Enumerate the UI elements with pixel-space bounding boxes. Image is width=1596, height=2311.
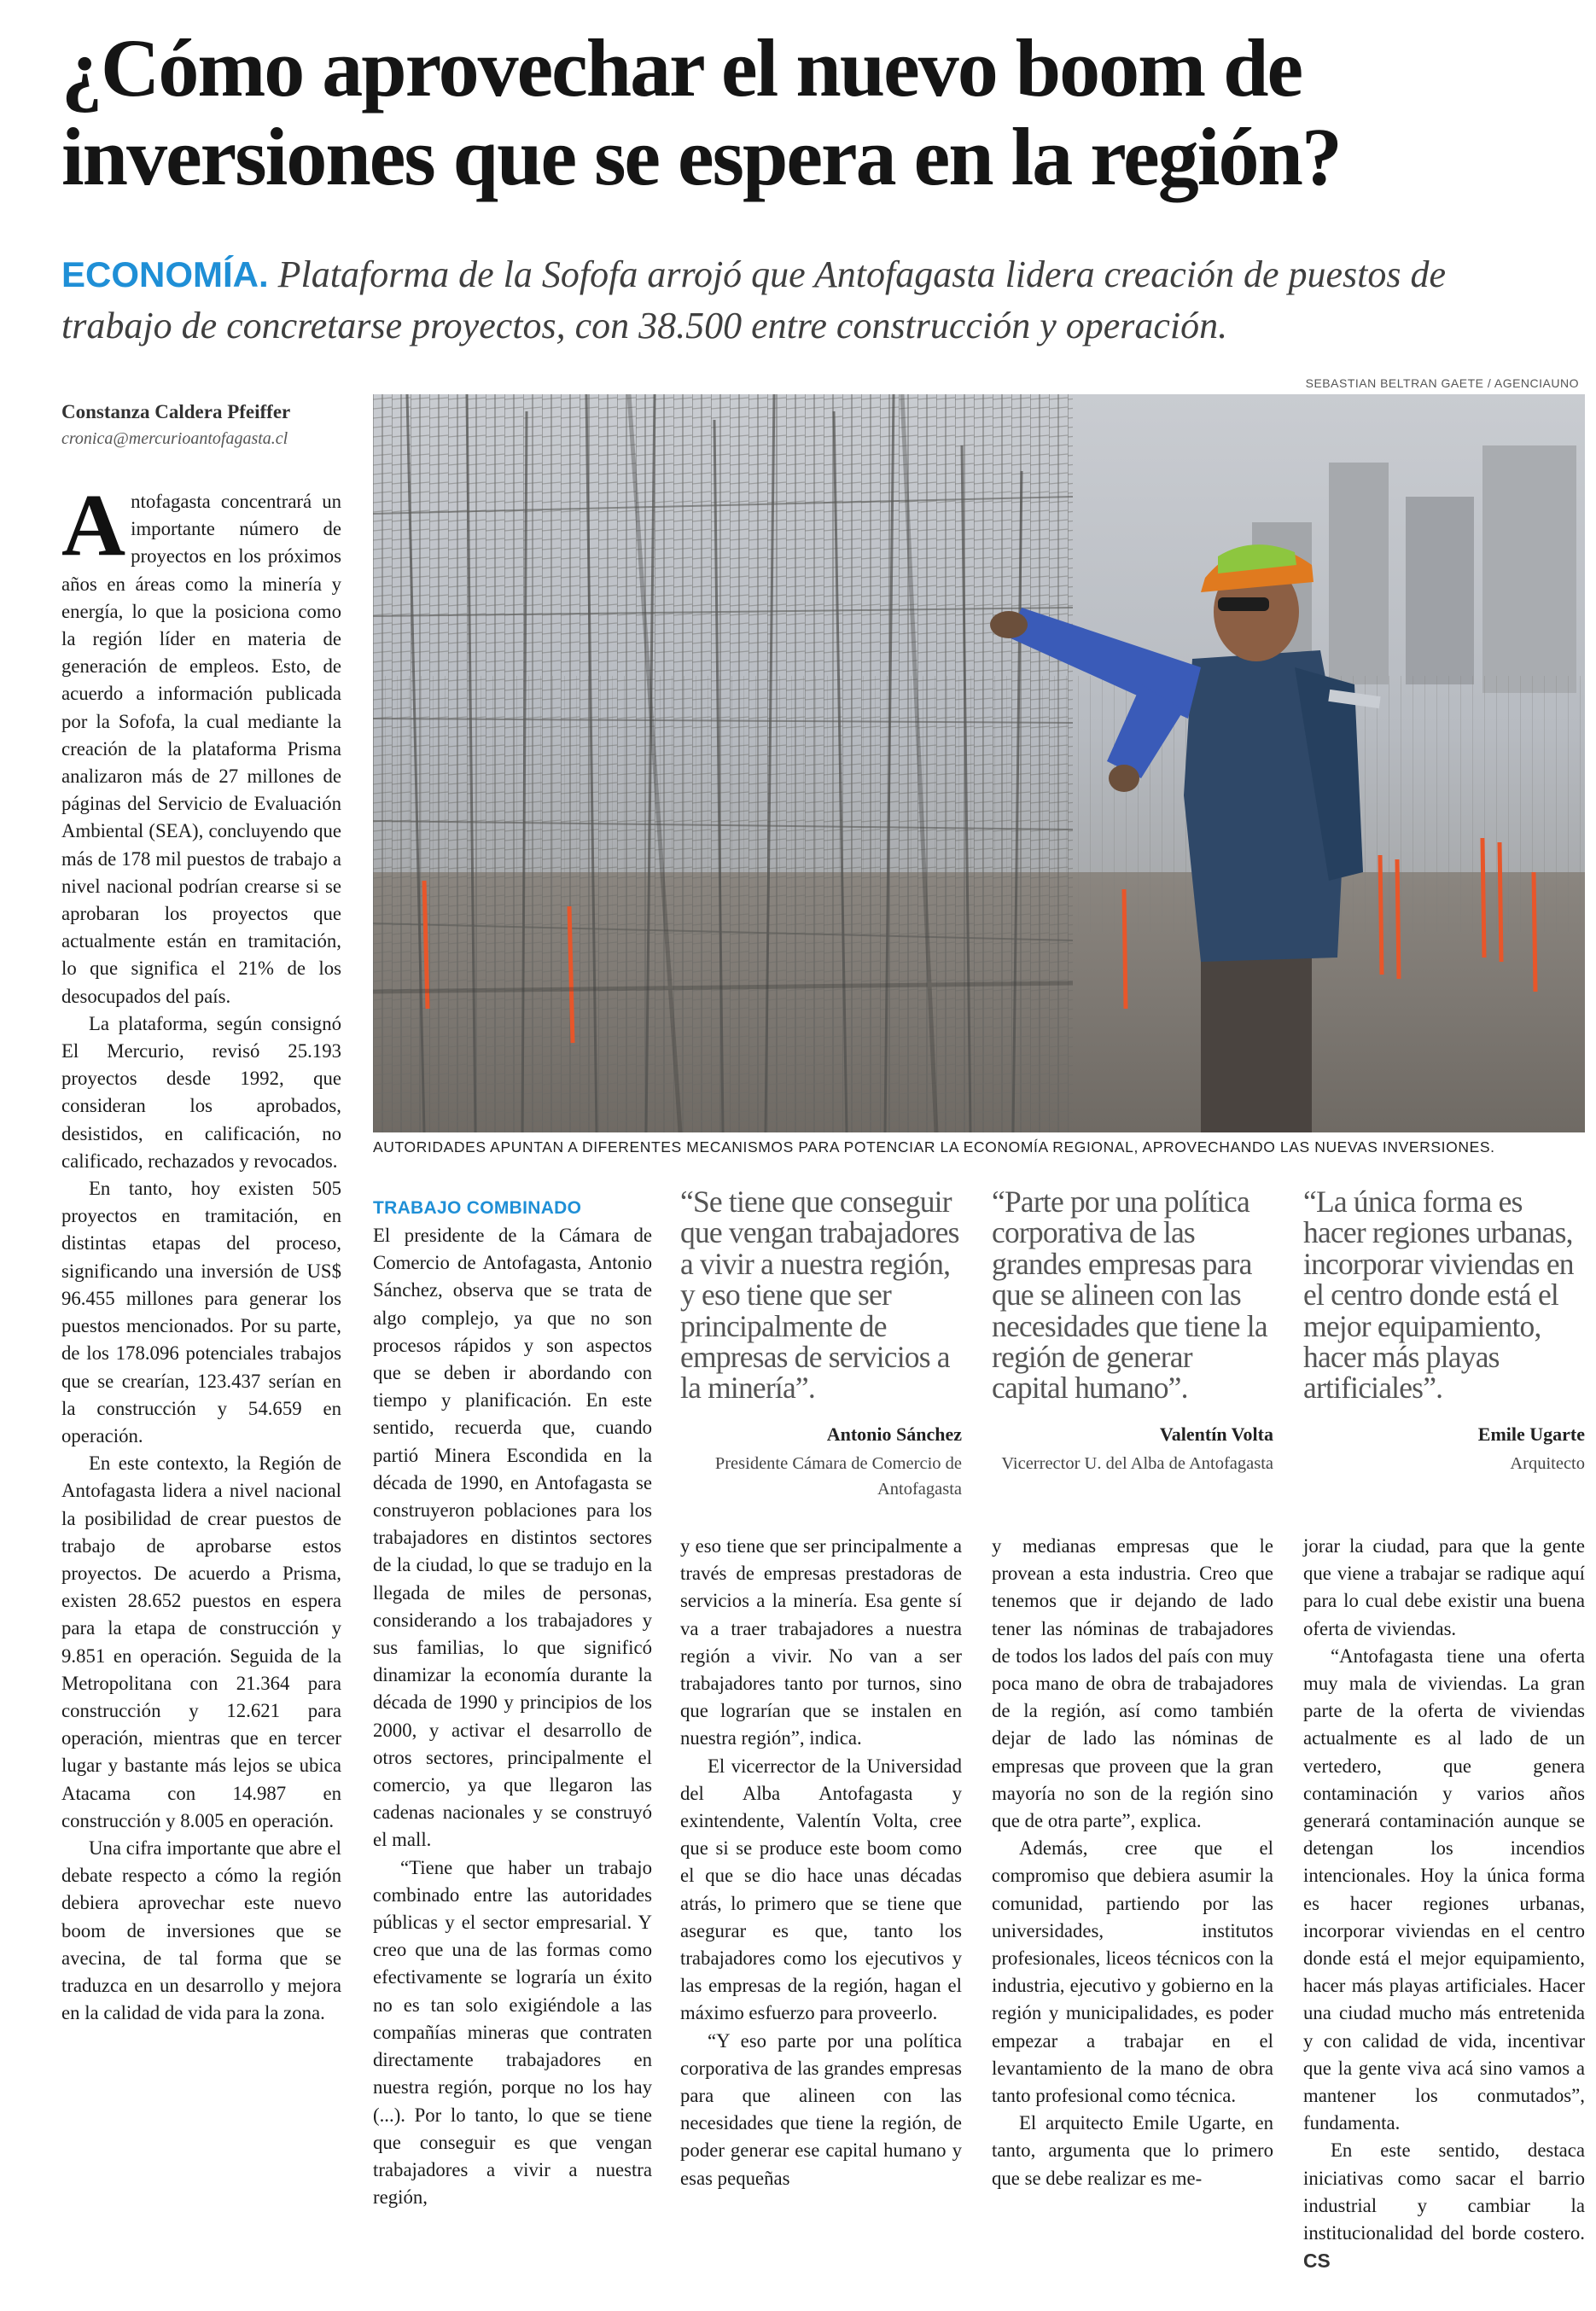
article-column-1 <box>61 476 341 2027</box>
main-photo <box>373 394 1585 1132</box>
paragraph: Una cifra importante que abre el debate respecto a cómo la región debiera aprovechar este nuevo boom de inversiones que se avecina, de tal forma que se traduzca en un desarrollo y mejora en la calidad de vida para la zona. <box>61 1837 341 2024</box>
photo-caption: AUTORIDADES APUNTAN A DIFERENTES MECANISMOS PARA POTENCIAR LA ECONOMÍA REGIONAL, APROVECHANDO LAS NUEVAS INVERSIONES. <box>373 1138 1495 1156</box>
byline-email[interactable]: cronica@mercurioantofagasta.cl <box>61 429 288 448</box>
pull-quote-volta: “Parte por una política corporativa de las grandes empresas para que se alineen con las necesidades que tiene la región de generar capital humano”. <box>992 1185 1267 1406</box>
article-column-2 <box>373 1222 652 2211</box>
section-subhead: TRABAJO COMBINADO <box>373 1198 582 1218</box>
deck-text: Plataforma de la Sofofa arrojó que Antofagasta lidera creación de puestos de trabajo de concretarse proyectos, con 38.500 entre construcción y operación. <box>61 253 1447 346</box>
paragraph: La plataforma, según consignó El Mercurio, revisó 25.193 proyectos desde 1992, que consideran los aprobados, desistidos, en calificación, no calificado, rechazados y revocados. <box>61 1012 341 1172</box>
paragraph: El presidente de la Cámara de Comercio de Antofagasta, Antonio Sánchez, observa que se trata de algo complejo, ya que no son procesos rápidos y son aspectos que se deben ir abordando con tiempo y planificación. En este sentido, recuerda que, cuando partió Minera Escondida en la década de 1990, en Antofagasta se construyeron poblaciones para los trabajadores en distintos sectores de la ciudad, lo que se tradujo en la llegada de miles de personas, considerando a los trabajadores y sus familias, lo que significó dinamizar la economía durante la década de 1990 y principios de los 2000, y activar el desarrollo de otros sectores, principalmente el comercio, ya que llegaron las cadenas nacionales y se construyó el mall. <box>373 1225 652 1851</box>
paragraph: “Tiene que haber un trabajo combinado entre las autoridades públicas y el sector empresarial. Y creo que una de las formas como efectivamente se lograría un éxito no es tan solo exigiéndole a las compañías mineras que contraten directamente trabajadores en nuestra región, porque no los hay (...). Por lo tanto, lo que se tiene que conseguir es que vengan trabajadores a vivir a nuestra región, <box>373 1856 652 2209</box>
paragraph: El arquitecto Emile Ugarte, en tanto, argumenta que lo primero que se debe realizar es me- <box>992 2112 1273 2189</box>
pull-quote-sanchez: “Se tiene que conseguir que vengan trabajadores a vivir a nuestra región, y eso tiene que ser principalmente de empresas de servicios a la minería”. <box>680 1185 959 1406</box>
paragraph: En tanto, hoy existen 505 proyectos en tramitación, en distintas etapas del proceso, significando una inversión de US$ 96.455 millones para generar los puestos mencionados. Por su parte, de los 178.096 potenciales trabajos que se crearían, 123.437 serían en la construcción y 54.659 en operación. <box>61 1178 341 1447</box>
pull-quote-role: Vicerrector U. del Alba de Antofagasta <box>1001 1454 1273 1473</box>
headline: ¿Cómo aprovechar el nuevo boom de inversiones que se espera en la región? <box>61 22 1341 202</box>
section-kicker: ECONOMÍA. <box>61 254 269 294</box>
paragraph: En este contexto, la Región de Antofagasta lidera a nivel nacional la posibilidad de crear puestos de trabajo de aprobarse estos proyectos. De acuerdo a Prisma, existen 28.652 puestos en espera para la etapa de construcción y 9.851 en operación. Seguida de la Metropolitana con 21.364 para construcción y 12.621 para operación, mientras que en tercer lugar y bastante más lejos se ubica Atacama con 14.987 en construcción y 8.005 en operación. <box>61 1452 341 1831</box>
article-column-5 <box>1303 1533 1585 2275</box>
paragraph: “Antofagasta tiene una oferta muy mala de viviendas. La gran parte de la oferta de viviendas actualmente es al lado de un vertedero, que genera contaminación y varios años generará contaminación aunque se detengan los incendios intencionales. Hoy la única forma es hacer regiones urbanas, incorporar viviendas en el centro donde está el mejor equipamiento, hacer más playas artificiales. Hacer una ciudad mucho más entretenida y con calidad de vida, incentivar que la gente viva acá sino vamos a mantener los conmutados”, fundamenta. <box>1303 1644 1585 2134</box>
paragraph: En este sentido, destaca iniciativas como sacar el barrio industrial y cambiar la institucionalidad del borde costero. CS <box>1303 2139 1585 2273</box>
pull-quote-name: Valentín Volta <box>1159 1423 1273 1445</box>
pull-quote-name: Antonio Sánchez <box>826 1423 962 1445</box>
paragraph: “Y eso parte por una política corporativa de las grandes empresas para que alineen con las necesidades que tiene la región, de poder generar ese capital humano y esas pequeñas <box>680 2029 962 2189</box>
photo-credit: SEBASTIAN BELTRAN GAETE / AGENCIAUNO <box>1305 376 1579 390</box>
pull-quote-role: Arquitecto <box>1510 1454 1585 1473</box>
pull-quote-name: Emile Ugarte <box>1477 1423 1585 1445</box>
paragraph: Antofagasta concentrará un importante número de proyectos en los próximos años en áreas como la minería y energía, lo que la posiciona como la región líder en materia de generación de empleos. Esto, de acuerdo a información publicada por la Sofofa, la cual mediante la creación de la plataforma Prisma analizaron más de 27 millones de páginas del Servicio de Evaluación Ambiental (SEA), concluyendo que más de 178 mil puestos de trabajo a nivel nacional podrían crearse si se aprobaran los proyectos que actualmente están en tramitación, lo que significa el 21% de los desocupados del país. <box>61 476 341 1007</box>
pull-quote-ugarte: “La única forma es hacer regiones urbanas, incorporar viviendas en el centro donde está el mejor equipamiento, hacer más playas artificiales”. <box>1303 1185 1574 1406</box>
article-column-4 <box>992 1533 1273 2192</box>
pull-quote-role: Presidente Cámara de Comercio de Antofagasta <box>714 1454 962 1499</box>
drop-cap: A <box>61 476 126 574</box>
paragraph: Además, cree que el compromiso que debiera asumir la comunidad, partiendo por las universidades, institutos profesionales, liceos técnicos con la industria, ejecutivo y gobierno en la región y municipalidades, es poder empezar a trabajar en el levantamiento de la mano de obra tanto profesional como técnica. <box>992 1837 1273 2107</box>
paragraph: jorar la ciudad, para que la gente que viene a trabajar se radique aquí para lo cual debe existir una buena oferta de viviendas. <box>1303 1535 1585 1639</box>
paragraph: y eso tiene que ser principalmente a través de empresas prestadoras de servicios a la minería. Esa gente sí va a traer trabajadores a nuestra región a vivir. No van a ser trabajadores tanto por turnos, sino que lograrían que se instalen en nuestra región”, indica. <box>680 1535 962 1749</box>
byline-author: Constanza Caldera Pfeiffer <box>61 401 291 422</box>
article-column-3 <box>680 1533 962 2192</box>
deck <box>61 249 1564 352</box>
end-mark: CS <box>1303 2250 1331 2273</box>
paragraph: El vicerrector de la Universidad del Alba Antofagasta y exintendente, Valentín Volta, cree que si se produce este boom como el que se dio hace unas décadas atrás, lo primero que se tiene que asegurar es que, tanto los trabajadores como los ejecutivos y las empresas de la región, hagan el máximo esfuerzo para proveerlo. <box>680 1755 962 2024</box>
paragraph: y medianas empresas que le provean a esta industria. Creo que tenemos que ir dejando de lado tener las nóminas de trabajadores de todos los lados del país con muy poca mano de obra de trabajadores de la región, así como también dejar de lado las nóminas de empresas que proveen que la gran mayoría no son de la región sino que de otra parte”, explica. <box>992 1535 1273 1832</box>
